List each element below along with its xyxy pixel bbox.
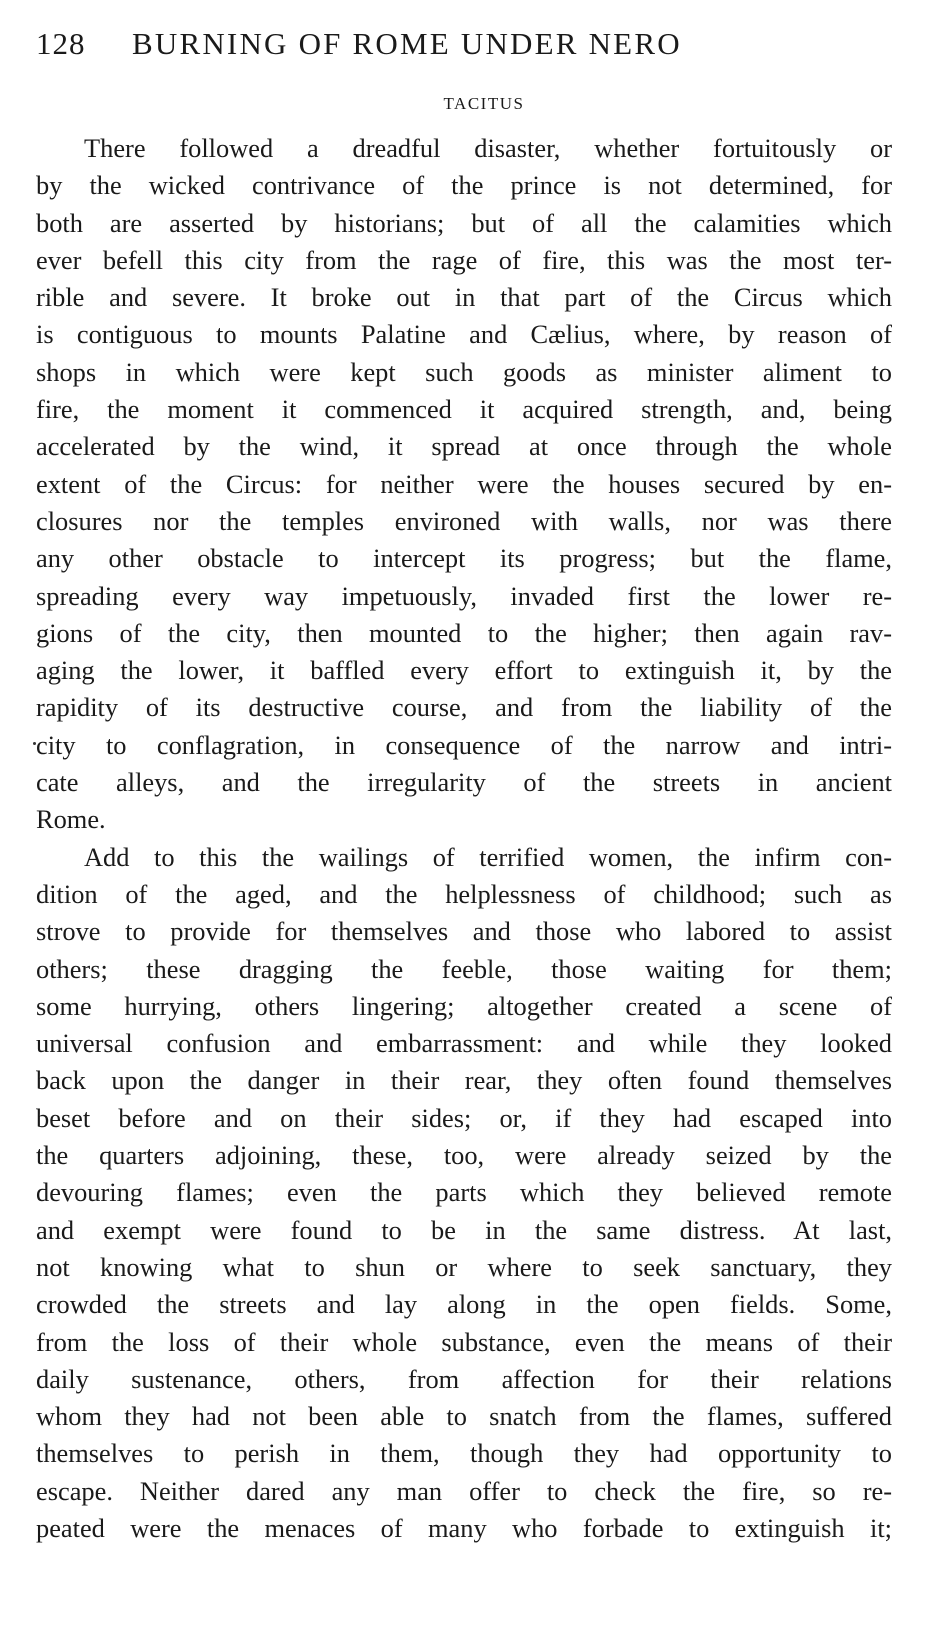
text-line: fire, the moment it commenced it acquired strength, and, being: [36, 394, 892, 425]
text-line: Add to this the wailings of terrified women, the infirm con-: [84, 841, 892, 872]
text-line: beset before and on their sides; or, if they had escaped into: [36, 1102, 892, 1133]
page-number: 128: [36, 26, 86, 61]
text-line: universal confusion and embarrassment: and while they looked: [36, 1028, 892, 1059]
text-line: closures nor the temples environed with walls, nor was there: [36, 505, 892, 536]
text-line: strove to provide for themselves and those who labored to assist: [36, 916, 892, 947]
text-line: There followed a dreadful disaster, whether fortuitously or: [84, 133, 892, 163]
text-line: whom they had not been able to snatch from the flames, suffered: [36, 1401, 892, 1432]
text-line: others; these dragging the feeble, those waiting for them;: [36, 953, 892, 984]
running-head: [36, 26, 892, 72]
section-heading: TACITUS: [443, 94, 525, 113]
text-line: cate alleys, and the irregularity of the streets in ancient: [36, 767, 892, 798]
text-line: devouring flames; even the parts which they believed remote: [36, 1177, 892, 1208]
running-title: BURNING OF ROME UNDER NERO: [132, 26, 682, 61]
text-line: peated were the menaces of many who forbade to extinguish it;: [36, 1512, 892, 1543]
text-line: escape. Neither dared any man offer to check the fire, so re-: [36, 1475, 892, 1506]
text-line: Rome.: [36, 804, 106, 835]
text-line: and exempt were found to be in the same distress. At last,: [36, 1214, 892, 1245]
text-line: gions of the city, then mounted to the higher; then again rav-: [36, 617, 892, 648]
paragraph-1: [36, 130, 892, 839]
book-page: [36, 26, 892, 1547]
text-line: themselves to perish in them, though they had opportunity to: [36, 1438, 892, 1469]
text-line: rible and severe. It broke out in that part of the Circus which: [36, 282, 892, 313]
text-line: accelerated by the wind, it spread at once through the whole: [36, 431, 892, 462]
text-line: ever befell this city from the rage of fire, this was the most ter-: [36, 244, 892, 275]
text-line: back upon the danger in their rear, they often found themselves: [36, 1065, 892, 1096]
text-line: some hurrying, others lingering; altogether created a scene of: [36, 990, 892, 1021]
text-line: rapidity of its destructive course, and from the liability of the: [36, 692, 892, 723]
text-line: not knowing what to shun or where to seek sanctuary, they: [36, 1251, 892, 1282]
paragraph-2: [36, 839, 892, 1548]
text-line: extent of the Circus: for neither were the houses secured by en-: [36, 468, 892, 499]
text-line: dition of the aged, and the helplessness of childhood; such as: [36, 878, 892, 909]
text-line: the quarters adjoining, these, too, were already seized by the: [36, 1140, 892, 1171]
text-line: by the wicked contrivance of the prince is not determined, for: [36, 170, 892, 201]
body-text: [36, 130, 892, 1547]
print-speck: [33, 742, 36, 745]
text-line: both are asserted by historians; but of all the calamities which: [36, 207, 892, 238]
text-line: crowded the streets and lay along in the open fields. Some,: [36, 1289, 892, 1320]
text-line: spreading every way impetuously, invaded first the lower re-: [36, 580, 892, 611]
text-line: from the loss of their whole substance, even the means of their: [36, 1326, 892, 1357]
text-line: shops in which were kept such goods as minister aliment to: [36, 356, 892, 387]
text-line: any other obstacle to intercept its progress; but the flame,: [36, 543, 892, 574]
text-line: aging the lower, it baffled every effort to extinguish it, by the: [36, 655, 892, 686]
text-line: daily sustenance, others, from affection for their relations: [36, 1363, 892, 1394]
text-line: is contiguous to mounts Palatine and Cælius, where, by reason of: [36, 319, 892, 350]
text-line: city to conflagration, in consequence of the narrow and intri-: [36, 729, 892, 760]
